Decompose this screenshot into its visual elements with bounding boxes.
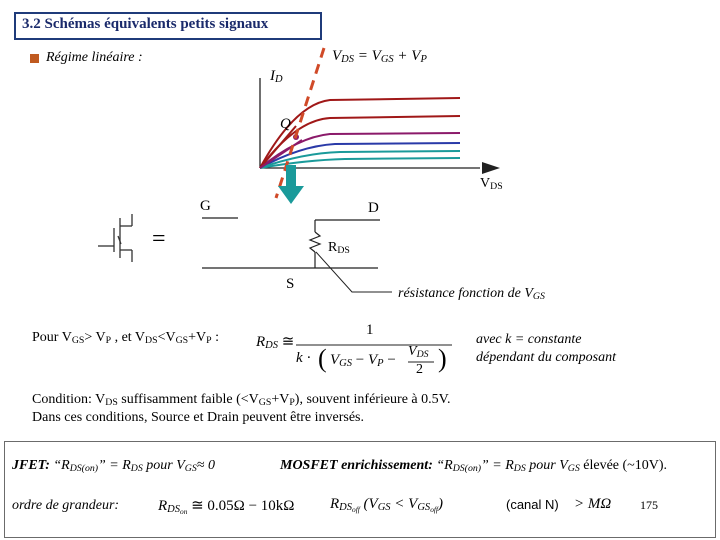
q-point-label: Q (280, 116, 291, 132)
gate-label: G (200, 198, 211, 214)
teal-arrow-head-icon (278, 186, 304, 204)
formula-numerator: 1 (366, 322, 374, 338)
canal-n-label: (canal N) (506, 497, 559, 512)
formula-two: 2 (416, 362, 423, 377)
rds-on-range: $R_{DS_{on}}$ ≅ 0.05Ω − 10kΩ (158, 498, 295, 516)
rds-formula-lhs: $R_{DS}$ ≅ (256, 334, 295, 351)
k-note-line1: avec k = constante (476, 332, 582, 347)
resistor-rds-icon (310, 232, 320, 252)
formula-k: k · (296, 350, 312, 366)
x-axis-label: $V_{DS}$ (480, 176, 503, 192)
paren-close: ) (438, 344, 447, 373)
rds-label: $R_{DS}$ (328, 240, 350, 256)
condition-line-1: Condition: $V_{DS}$ suffisamment faible $(<V_{GS}+V_P)$, souvent inférieure à 0.5V. (32, 392, 451, 408)
pointer-line (316, 252, 392, 292)
formula-vgs-minus-vp: $V_{GS} - V_P$ − (330, 352, 396, 369)
boundary-equation: $V_{DS} = V_{GS} + V_P$ (332, 48, 427, 65)
bottom-box (4, 441, 716, 538)
source-label: S (286, 276, 295, 292)
y-axis-label: $I_D$ (270, 68, 283, 85)
teal-arrow-shaft (286, 165, 296, 187)
rds-off-condition: $R_{DS_{off}}$ $(V_{GS} < V_{GS_{off}})$ (330, 496, 443, 514)
regime-lineaire-label: Régime linéaire : (46, 50, 143, 65)
x-axis-arrow-icon (482, 162, 500, 174)
condition-line-2: Dans ces conditions, Source et Drain peuvent être inversés. (32, 410, 365, 425)
resistance-note: résistance fonction de $V_{GS}$ (398, 286, 545, 302)
jfet-line: JFET: “$R_{DS(on)}$” = $R_{DS}$ pour $V_{GS}\approx 0$ (12, 458, 215, 474)
equals-sign: = (152, 226, 166, 252)
k-note-line2: dépendant du composant (476, 350, 616, 365)
paren-open: ( (318, 344, 327, 373)
condition-formula-text: Pour $V_{GS}> V_P$ , et $V_{DS}<V_{GS}+V_P$ : (32, 330, 219, 346)
formula-vds: $V_{DS}$ (408, 344, 429, 360)
jfet-symbol-icon (98, 214, 132, 262)
mosfet-line: MOSFET enrichissement: “$R_{DS(on)}$” = $R_{DS}$ pour $V_{GS}$ élevée (~10V). (280, 458, 668, 474)
drain-label: D (368, 200, 379, 216)
page-title: 3.2 Schémas équivalents petits signaux (22, 16, 269, 32)
page-number: 175 (640, 498, 658, 512)
rds-off-value: > MΩ (574, 496, 612, 512)
order-of-magnitude-label: ordre de grandeur: (12, 498, 120, 513)
